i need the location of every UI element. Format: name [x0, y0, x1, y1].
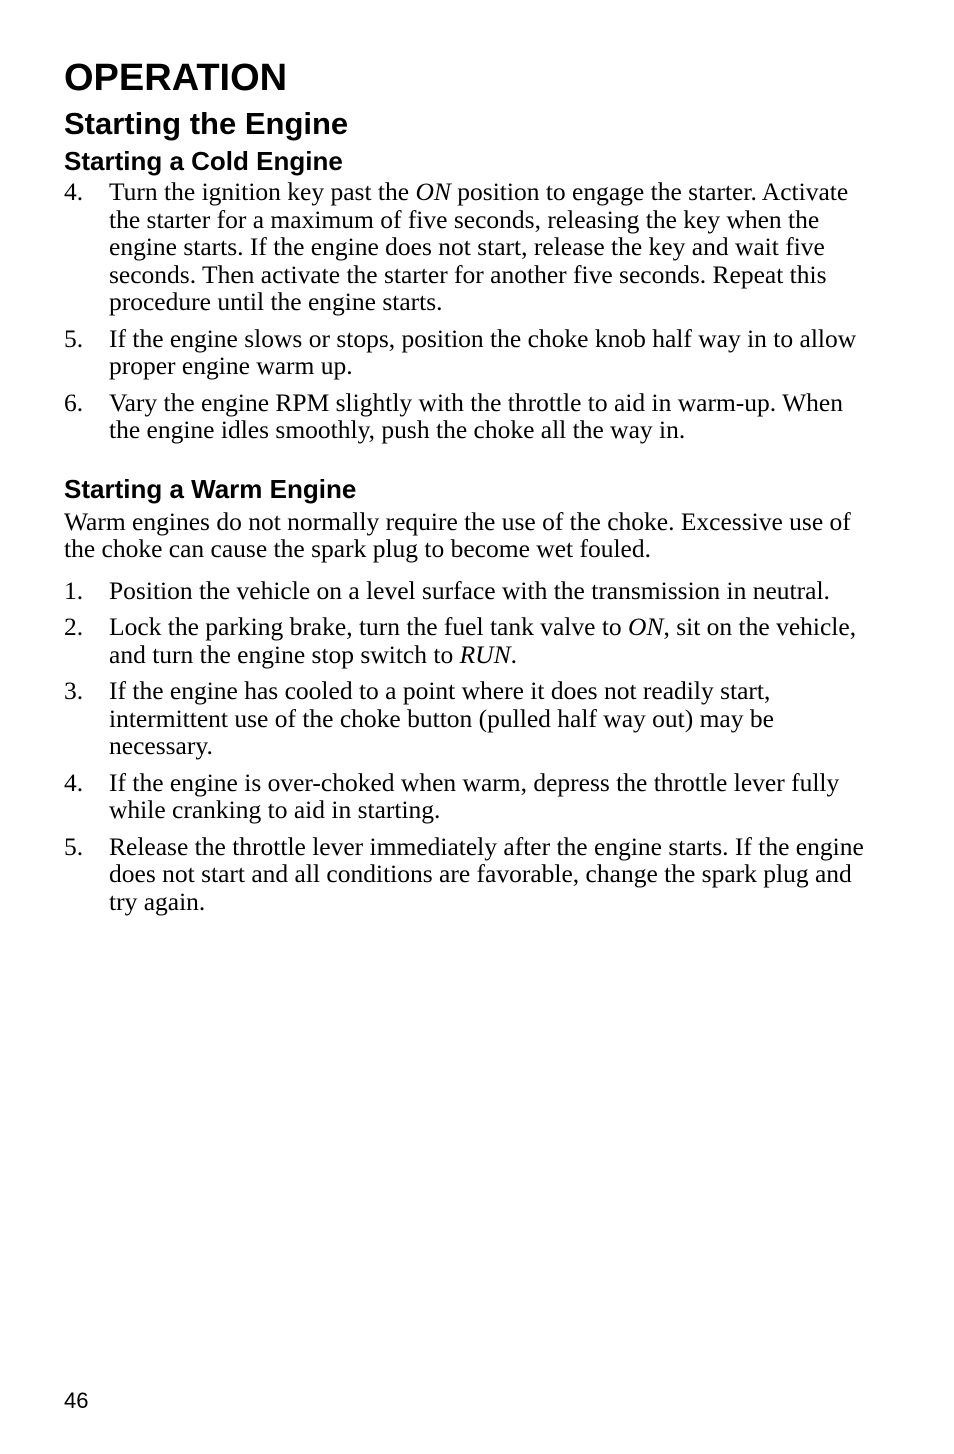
step-text-emphasis: RUN — [459, 639, 511, 669]
list-item — [64, 389, 864, 444]
step-number: 6. — [64, 387, 84, 417]
step-text: position to engage the starter. Activate the starter for a maximum of five seconds, releasing the key when the engine starts. If the engine does not start, release the key and wait five seconds. Then activate the starter for another five seconds. Repeat this procedure until the engine starts. — [109, 177, 849, 316]
step-number: 3. — [64, 676, 84, 705]
cold-engine-heading: Starting a Cold Engine — [64, 146, 343, 176]
step-text: If the engine is over-choked when warm, depress the throttle lever fully while cranking to aid in starting. — [109, 767, 840, 824]
list-item — [64, 833, 864, 916]
step-number: 4. — [64, 767, 84, 797]
step-text: If the engine has cooled to a point where it does not readily start, intermittent use of the choke button (pulled half way out) may be necessary. — [109, 676, 774, 760]
step-text: , sit on the vehicle, and turn the engine stop switch to — [109, 612, 857, 669]
step-number: 5. — [64, 323, 84, 353]
step-text: Turn the ignition key past the — [109, 177, 416, 206]
step-text: If the engine slows or stops, position the choke knob half way in to allow proper engine warm up. — [109, 323, 857, 380]
warm-engine-intro: Warm engines do not normally require the use of the choke. Excessive use of the choke can cause the spark plug to become wet fouled. — [64, 506, 851, 563]
warm-engine-heading: Starting a Warm Engine — [64, 473, 357, 504]
step-number: 5. — [64, 831, 84, 861]
page-content — [64, 52, 864, 924]
step-text: Lock the parking brake, turn the fuel tank valve to — [109, 612, 629, 641]
section-title: OPERATION — [64, 57, 288, 99]
list-item — [64, 677, 864, 760]
list-item — [64, 769, 864, 824]
step-text: Release the throttle lever immediately after the engine starts. If the engine does not start and all conditions are favorable, change the spark plug and try again. — [109, 831, 864, 916]
step-text-emphasis: ON — [415, 177, 451, 206]
step-number: 1. — [64, 575, 84, 605]
list-item — [64, 325, 864, 380]
list-item — [64, 577, 864, 605]
step-text-emphasis: ON — [628, 612, 664, 641]
list-item — [64, 613, 864, 668]
list-item — [64, 178, 864, 316]
step-number: 4. — [64, 177, 84, 206]
step-text: . — [510, 639, 517, 669]
step-text: Vary the engine RPM slightly with the throttle to aid in warm-up. When the engine idles smoothly, push the choke all the way in. — [109, 387, 843, 444]
page-title: Starting the Engine — [64, 106, 349, 141]
warm-engine-steps — [64, 577, 864, 916]
cold-engine-steps — [64, 178, 864, 444]
page-number: 46 — [64, 1388, 89, 1413]
step-number: 2. — [64, 612, 84, 641]
step-text: Position the vehicle on a level surface with the transmission in neutral. — [109, 575, 830, 605]
